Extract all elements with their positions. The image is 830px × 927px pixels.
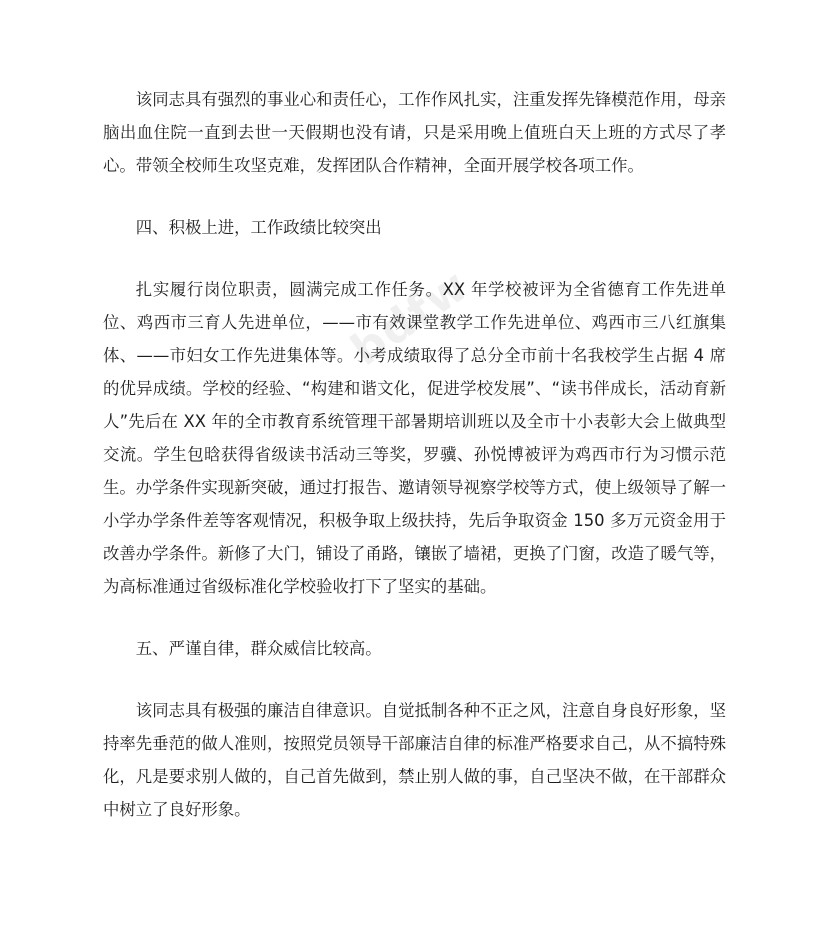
section-heading-4: 四、积极上进，工作政绩比较突出 [135, 218, 382, 237]
paragraph-dedication: 该同志具有强烈的事业心和责任心，工作作风扎实，注重发挥先锋模范作用，母亲脑出血住院一直到去世一天假期也没有请，只是采用晚上值班白天上班的方式尽了孝心。带领全校师生攻坚克难，发挥团队合作精神，全面开展学校各项工作。 [103, 90, 726, 175]
document-body [103, 83, 726, 826]
paragraph-achievements: 扎实履行岗位职责，圆满完成工作任务。XX 年学校被评为全省德育工作先进单位、鸡西市三育人先进单位，——市有效课堂教学工作先进单位、鸡西市三八红旗集体、——市妇女工作先进集体等。小考成绩取得了总分全市前十名我校学生占据 4 席的优异成绩。学校的经验、“构建和谐文化，促进学校发展”、“读书伴成长，活动育新人”先后在 XX 年的全市教育系统管理干部暑期培训班以及全市十小表彰大会上做典型交流。学生包晗获得省级读书活动三等奖，罗骥、孙悦博被评为鸡西市行为习惯示范生。办学条件实现新突破，通过打报告、邀请领导视察学校等方式，使上级领导了解一小学办学条件差等客观情况，积极争取上级扶持，先后争取资金 150 多万元资金用于改善办学条件。新修了大门，铺设了甬路，镶嵌了墙裙，更换了门窗，改造了暖气等，为高标准通过省级标准化学校验收打下了坚实的基础。 [103, 280, 726, 596]
section-heading-5: 五、严谨自律，群众威信比较高。 [135, 639, 382, 658]
watermark: bdfw [342, 259, 479, 376]
paragraph-self-discipline: 该同志具有极强的廉洁自律意识。自觉抵制各种不正之风，注意自身良好形象，坚持率先垂范的做人准则，按照党员领导干部廉洁自律的标准严格要求自己，从不搞特殊化，凡是要求别人做的，自己首先做到，禁止别人做的事，自己坚决不做，在干部群众中树立了良好形象。 [103, 701, 726, 819]
